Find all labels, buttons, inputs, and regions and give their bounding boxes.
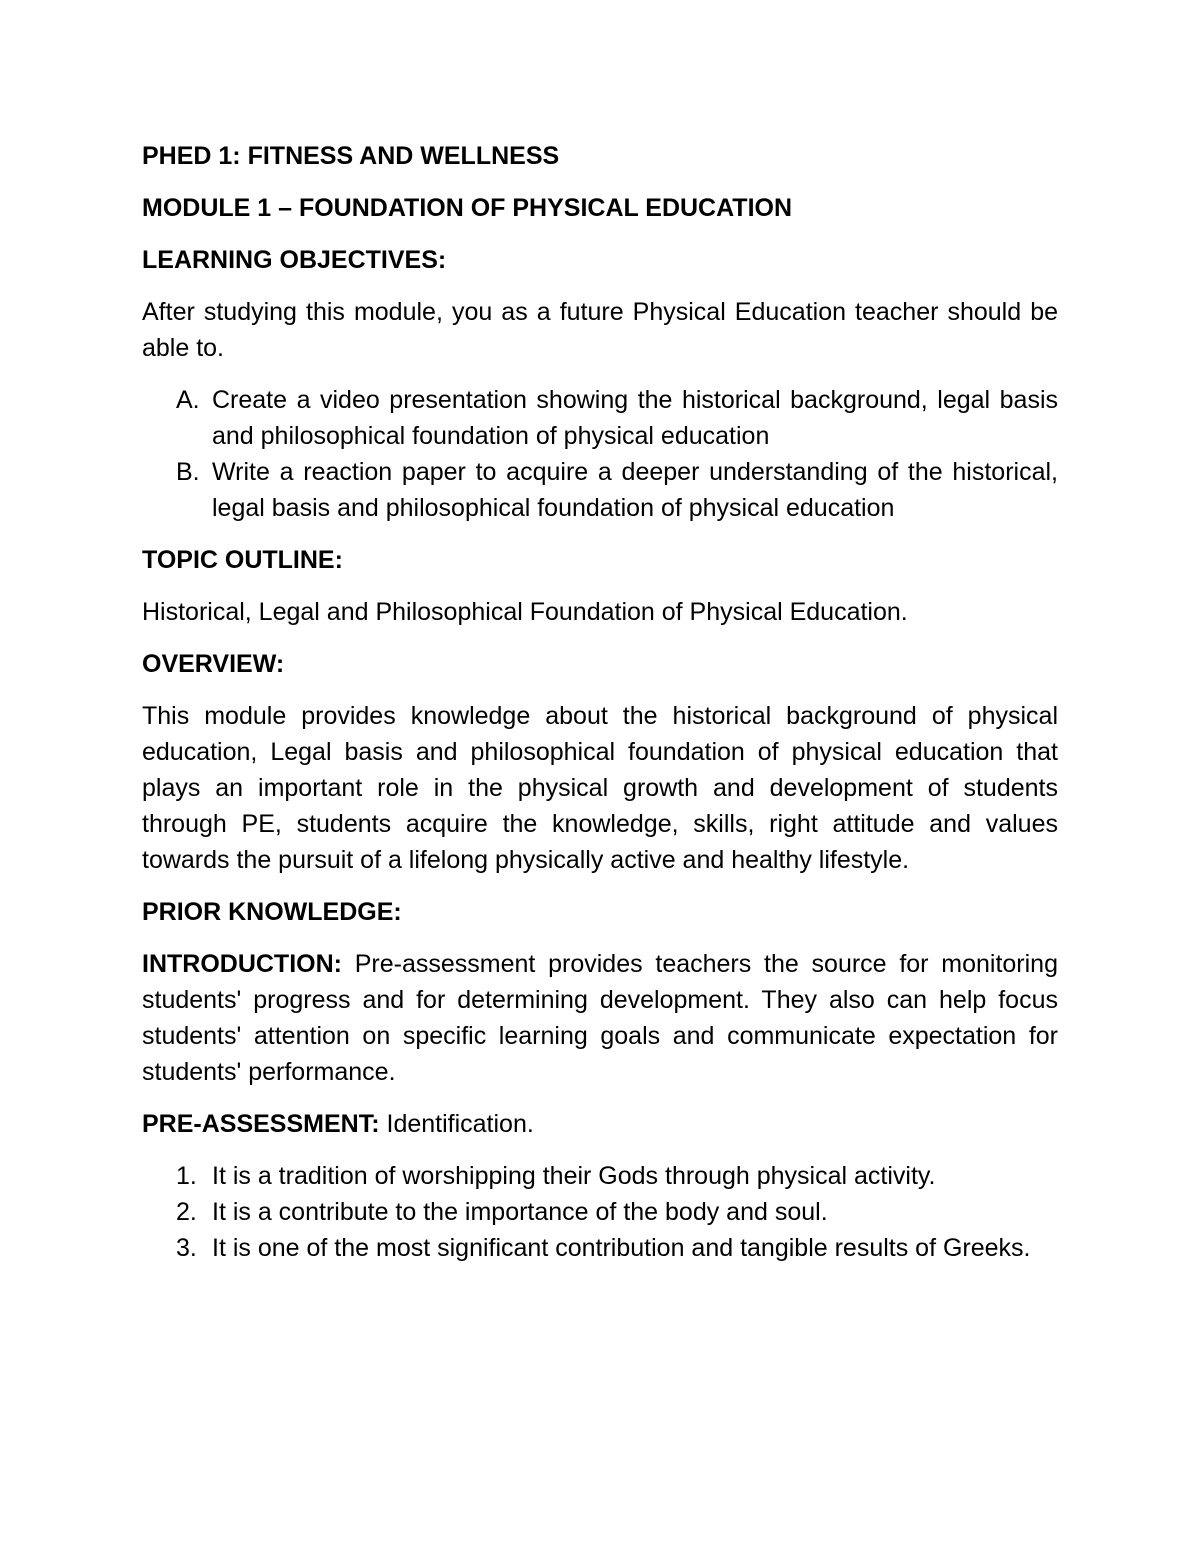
list-item [142,1194,1058,1230]
topic-outline-text: Historical, Legal and Philosophical Foundation of Physical Education. [142,598,908,626]
introduction-label: INTRODUCTION: [142,950,342,978]
document-page [142,138,1058,1282]
list-marker: 1. [176,1162,197,1190]
course-title: PHED 1: FITNESS AND WELLNESS [142,142,560,170]
list-item-text: It is a tradition of worshipping their Gods through physical activity. [212,1162,936,1190]
pre-assessment-label: PRE-ASSESSMENT: [142,1110,380,1138]
list-item [142,1158,1058,1194]
topic-outline-heading: TOPIC OUTLINE: [142,546,343,574]
learning-objectives-list [142,382,1058,526]
list-item [142,382,1058,454]
list-item-text: It is a contribute to the importance of the body and soul. [212,1198,828,1226]
module-title: MODULE 1 – FOUNDATION OF PHYSICAL EDUCATION [142,194,793,222]
overview-text: This module provides knowledge about the historical background of physical education, Legal basis and philosophical foundation of physical education that plays an important role in the physical growth and development of students through PE, students acquire the knowledge, skills, right attitude and values towards the pursuit of a lifelong physically active and healthy lifestyle. [142,702,1058,874]
list-marker: 2. [176,1198,197,1226]
list-marker: 3. [176,1234,197,1262]
list-item [142,1230,1058,1266]
list-marker: A. [176,386,200,414]
pre-assessment-paragraph [142,1106,1058,1142]
overview-heading: OVERVIEW: [142,650,285,678]
list-marker: B. [176,458,200,486]
list-item-text: Write a reaction paper to acquire a deeper understanding of the historical, legal basis and philosophical foundation of physical education [212,458,1058,522]
prior-knowledge-heading: PRIOR KNOWLEDGE: [142,898,402,926]
list-item [142,454,1058,526]
learning-objectives-intro: After studying this module, you as a future Physical Education teacher should be able to. [142,298,1058,362]
learning-objectives-heading: LEARNING OBJECTIVES: [142,246,447,274]
list-item-text: Create a video presentation showing the historical background, legal basis and philosophical foundation of physical education [212,386,1058,450]
introduction-paragraph [142,946,1058,1090]
list-item-text: It is one of the most significant contribution and tangible results of Greeks. [212,1234,1031,1262]
pre-assessment-list [142,1158,1058,1266]
pre-assessment-text: Identification. [379,1110,534,1138]
introduction-text: Pre-assessment provides teachers the source for monitoring students' progress and for determining development. They also can help focus students' attention on specific learning goals and communicate expectation for students' performance. [142,950,1058,1086]
